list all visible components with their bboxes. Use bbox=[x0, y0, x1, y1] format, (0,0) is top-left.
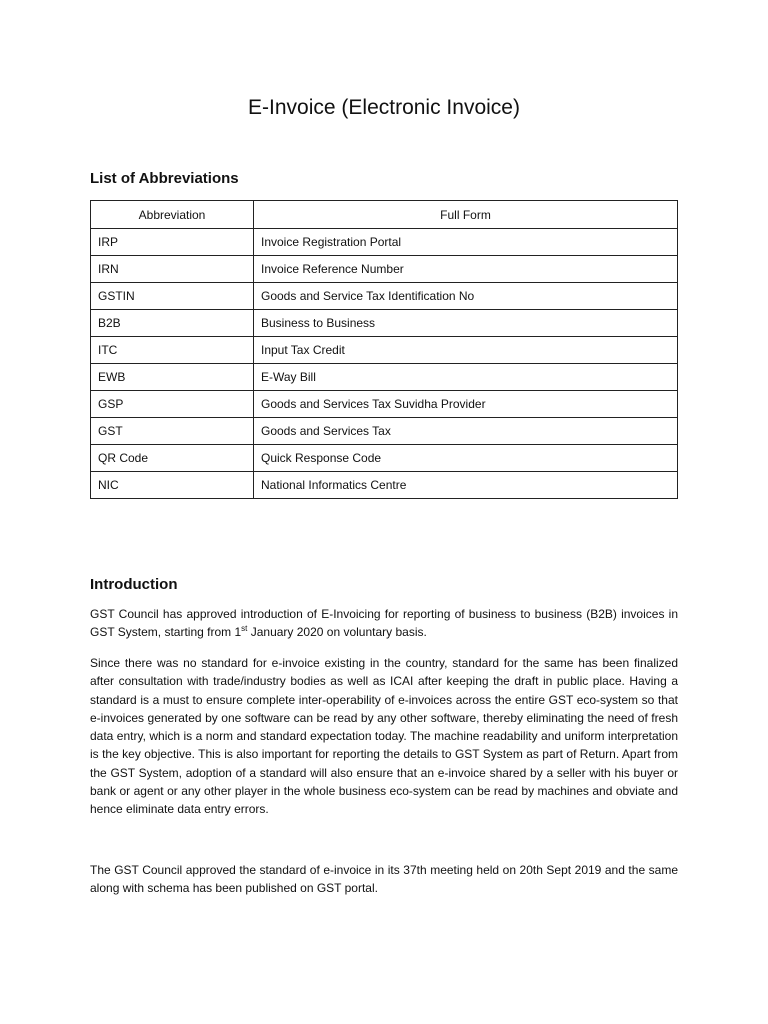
table-row bbox=[91, 229, 678, 256]
full-form-cell: Quick Response Code bbox=[254, 445, 678, 472]
table-row bbox=[91, 283, 678, 310]
table-row bbox=[91, 472, 678, 499]
abbreviations-table bbox=[90, 200, 678, 499]
abbreviation-cell: QR Code bbox=[91, 445, 254, 472]
abbreviation-cell: IRN bbox=[91, 256, 254, 283]
full-form-cell: Invoice Registration Portal bbox=[254, 229, 678, 256]
full-form-cell: Goods and Service Tax Identification No bbox=[254, 283, 678, 310]
full-form-cell: National Informatics Centre bbox=[254, 472, 678, 499]
table-row bbox=[91, 337, 678, 364]
table-row bbox=[91, 391, 678, 418]
table-row bbox=[91, 418, 678, 445]
introduction-paragraph-2: Since there was no standard for e-invoice existing in the country, standard for the same has been finalized after consultation with trade/industry bodies as well as ICAI after keeping the draft in public place. Having a standard is a must to ensure complete inter-operability of e-invoices across the entire GST eco-system so that e-invoices generated by one software can be read by any other software, thereby eliminating the need of fresh data entry, which is a norm and standard expectation today. The machine readability and uniform interpretation is the key objective. This is also important for reporting the details to GST System as part of Return. Apart from the GST System, adoption of a standard will also ensure that an e-invoice shared by a seller with his buyer or bank or agent or any other player in the whole business eco-system can be read by machines and obviate and hence eliminate data entry errors. bbox=[90, 656, 678, 817]
ordinal-suffix: st bbox=[241, 624, 248, 634]
full-form-cell: E-Way Bill bbox=[254, 364, 678, 391]
abbreviation-cell: B2B bbox=[91, 310, 254, 337]
full-form-cell: Business to Business bbox=[254, 310, 678, 337]
table-header-row bbox=[91, 201, 678, 229]
introduction-paragraph-1 bbox=[90, 605, 678, 642]
full-form-cell: Invoice Reference Number bbox=[254, 256, 678, 283]
full-form-cell: Input Tax Credit bbox=[254, 337, 678, 364]
table-row bbox=[91, 364, 678, 391]
table-row bbox=[91, 310, 678, 337]
table-row bbox=[91, 445, 678, 472]
abbreviation-cell: GST bbox=[91, 418, 254, 445]
abbreviation-cell: NIC bbox=[91, 472, 254, 499]
full-form-cell: Goods and Services Tax Suvidha Provider bbox=[254, 391, 678, 418]
document-title: E-Invoice (Electronic Invoice) bbox=[248, 96, 520, 119]
paragraph-text: January 2020 on voluntary basis. bbox=[247, 625, 427, 640]
abbreviation-cell: IRP bbox=[91, 229, 254, 256]
full-form-cell: Goods and Services Tax bbox=[254, 418, 678, 445]
introduction-paragraph-3: The GST Council approved the standard of e-invoice in its 37th meeting held on 20th Sept 2019 and the same along with schema has been published on GST portal. bbox=[90, 863, 678, 896]
abbreviation-cell: EWB bbox=[91, 364, 254, 391]
introduction-heading: Introduction bbox=[90, 576, 178, 593]
table-row bbox=[91, 256, 678, 283]
column-header-full-form: Full Form bbox=[254, 201, 678, 229]
abbreviation-cell: ITC bbox=[91, 337, 254, 364]
abbreviation-cell: GSP bbox=[91, 391, 254, 418]
abbreviation-cell: GSTIN bbox=[91, 283, 254, 310]
abbreviations-heading: List of Abbreviations bbox=[90, 170, 239, 187]
paragraph-text: GST Council has approved introduction of E-Invoicing for reporting of business to business (B2B) invoices in GST System, starting from 1 bbox=[90, 607, 678, 640]
column-header-abbreviation: Abbreviation bbox=[91, 201, 254, 229]
